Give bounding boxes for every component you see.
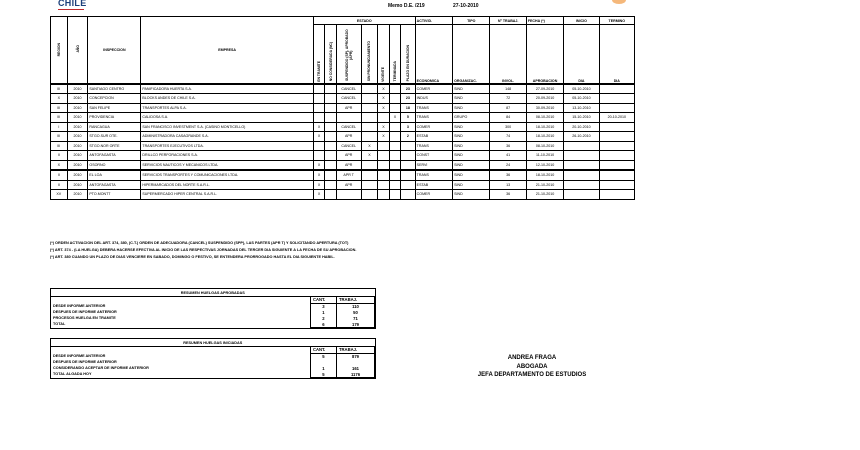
cell-inicio xyxy=(564,170,599,180)
cell-e5: X xyxy=(378,84,389,94)
summary-row: DESPUES DE INFORME ANTERIOR xyxy=(51,360,375,366)
summary-row: DESDE INFORME ANTERIOR 3 110 xyxy=(51,303,375,309)
logo-underline xyxy=(58,9,84,10)
cell-e3: APR xyxy=(336,160,361,170)
table-row xyxy=(51,190,635,200)
cell-inicio: 26-10-2010 xyxy=(564,132,599,142)
cell-e1: X xyxy=(313,170,324,180)
cell-trab: 36 xyxy=(490,190,526,200)
cell-e4: X xyxy=(361,151,378,161)
cell-empresa: TRANSPORTES ALPA S.A. xyxy=(141,103,313,113)
cell-inspeccion: EL LOA xyxy=(88,170,141,180)
cell-e1: X xyxy=(313,132,324,142)
cell-region: III xyxy=(51,113,68,123)
cell-e2 xyxy=(325,84,336,94)
cell-e4 xyxy=(361,160,378,170)
col-trabaj: TRABAJ. xyxy=(336,297,374,304)
cell-region: X xyxy=(51,94,68,104)
table-row xyxy=(51,113,635,123)
cell-fecha: 11-10-2010 xyxy=(526,151,563,161)
cell-e5 xyxy=(378,141,389,151)
summary-approved xyxy=(50,288,376,329)
footnote: (*) ART. 374 - (LA HUELGA) DEBERA HACERSE EFECTIVA AL INICIO DE LAS RESPECTIVAS JORNADAS DEL TERCER DIA SIGUIENTE A LA FECHA DE SU APROBACION. xyxy=(50,248,357,252)
table-row xyxy=(51,141,635,151)
cell-termino: 20-10-2010 xyxy=(599,113,634,123)
col-estado-1: NO CONSIDERADA (NC) xyxy=(325,25,336,84)
summary-row: CONSIDERANDO ACEPTAR DE INFORME ANTERIOR 1 161 xyxy=(51,365,375,371)
signer-role: ABOGADA xyxy=(516,363,548,370)
seal-icon xyxy=(612,0,626,4)
cell-e2 xyxy=(325,141,336,151)
cell-termino xyxy=(599,151,634,161)
cell-e4 xyxy=(361,170,378,180)
cell-fecha: 18-10-2010 xyxy=(526,132,563,142)
cell-tipo: SIND xyxy=(453,122,490,132)
cell-e6 xyxy=(389,122,400,132)
cell-e2 xyxy=(325,180,336,190)
cell-act: ESTAB xyxy=(415,180,452,190)
summary-row: DESDE INFORME ANTERIOR 5 879 xyxy=(51,353,375,359)
cell-termino xyxy=(599,170,634,180)
cell-termino xyxy=(599,122,634,132)
cell-fecha: 08-10-2010 xyxy=(526,141,563,151)
cell-act: SERVI xyxy=(415,160,452,170)
cell-e3: APR xyxy=(336,180,361,190)
cell-e5: X xyxy=(378,103,389,113)
col-actividad-top: ACTIVID. xyxy=(415,17,452,25)
cell-e1 xyxy=(313,141,324,151)
summary-started-title: RESUMEN HUELGAS INICIADAS xyxy=(51,339,375,347)
cell-ano: 2010 xyxy=(67,132,88,142)
government-logo xyxy=(58,0,87,8)
col-trabaj-top: Nº TRABAJ. xyxy=(490,17,526,25)
cell-e5: X xyxy=(378,94,389,104)
cell-e4 xyxy=(361,84,378,94)
cell-fecha: 18-10-2010 xyxy=(526,170,563,180)
signer-position: JEFA DEPARTAMENTO DE ESTUDIOS xyxy=(477,372,587,378)
cell-trab: 41 xyxy=(490,151,526,161)
col-group-estado: ESTADO xyxy=(313,17,415,25)
cell-e7: 5 xyxy=(401,113,416,123)
cell-e3: APR T xyxy=(336,170,361,180)
cell-fecha: 12-10-2010 xyxy=(526,160,563,170)
cell-inicio xyxy=(564,160,599,170)
cell-e7 xyxy=(401,180,416,190)
cell-ano: 2010 xyxy=(67,94,88,104)
cell-tipo: SIND xyxy=(453,190,490,200)
summary-row: PROCESOS HUELGA EN TRAMITE 2 71 xyxy=(51,315,375,321)
cell-termino xyxy=(599,103,634,113)
cell-e7 xyxy=(401,170,416,180)
cell-e4: X xyxy=(361,141,378,151)
cell-act: TRANS xyxy=(415,141,452,151)
cell-e3: APR xyxy=(336,132,361,142)
col-ano: AÑO xyxy=(67,17,88,84)
cell-e3: APR xyxy=(336,151,361,161)
cell-termino xyxy=(599,190,634,200)
cell-fecha: 08-10-2010 xyxy=(526,113,563,123)
cell-fecha: 27-09-2010 xyxy=(526,84,563,94)
cell-ano: 2010 xyxy=(67,180,88,190)
cell-e3: CANCEL xyxy=(336,141,361,151)
summary-row: TOTAL 6 179 xyxy=(51,321,375,327)
col-fecha-top: FECHA (*) xyxy=(526,17,563,25)
col-termino-bottom: DIA xyxy=(599,25,634,84)
cell-region: II xyxy=(51,170,68,180)
cell-e2 xyxy=(325,151,336,161)
cell-e7: 23 xyxy=(401,84,416,94)
cell-act: TRANS xyxy=(415,170,452,180)
cell-inicio: 05-10-2010 xyxy=(564,94,599,104)
cell-e7: 18 xyxy=(401,103,416,113)
cell-termino xyxy=(599,84,634,94)
footnote: (*) ORDEN ACTIVACION DEL ART. 374, 380, (C.T.) ORDEN DE ADECUADORA (CANCEL) SUSPENDIDO (SPP), LAS PARTES (APR T) Y SOLICITANDO APERTURA (TOT) xyxy=(50,241,349,245)
table-row xyxy=(51,122,635,132)
cell-e3: CANCEL xyxy=(336,94,361,104)
cell-trab: 24 xyxy=(490,160,526,170)
cell-inicio: 05-10-2010 xyxy=(564,84,599,94)
col-estado-2: SUSPENDIDO (SP), APROBADO (APR) xyxy=(336,25,361,84)
cell-e6 xyxy=(389,160,400,170)
cell-inicio xyxy=(564,190,599,200)
table-row xyxy=(51,84,635,94)
summary-approved-title: RESUMEN HUELGAS APROBADAS xyxy=(51,289,375,297)
cell-e7 xyxy=(401,190,416,200)
cell-empresa: CALIDOSA S.A. xyxy=(141,113,313,123)
cell-e2 xyxy=(325,103,336,113)
cell-empresa: PANIFICADORA HUERTA S.A. xyxy=(141,84,313,94)
cell-e2 xyxy=(325,122,336,132)
cell-e3: APR xyxy=(336,103,361,113)
col-estado-5: TERMINADA xyxy=(389,25,400,84)
memo-reference: Memo D.E. /219 xyxy=(388,3,425,9)
cell-tipo: SIND xyxy=(453,103,490,113)
cell-trab: 87 xyxy=(490,103,526,113)
cell-act: INDUS xyxy=(415,94,452,104)
col-cant: CANT. xyxy=(310,347,336,354)
cell-fecha: 20-09-2010 xyxy=(526,94,563,104)
cell-e5 xyxy=(378,170,389,180)
cell-e7 xyxy=(401,151,416,161)
cell-inicio xyxy=(564,180,599,190)
cell-e6 xyxy=(389,180,400,190)
col-inicio-top: INICIO xyxy=(564,17,599,25)
cell-termino xyxy=(599,94,634,104)
cell-e7: 3 xyxy=(401,122,416,132)
cell-empresa: SERVICIOS NAUTICOS Y MECANICOS LTDA. xyxy=(141,160,313,170)
cell-tipo: SIND xyxy=(453,132,490,142)
cell-e7 xyxy=(401,160,416,170)
col-inspeccion: INSPECCION xyxy=(88,17,141,84)
cell-e1 xyxy=(313,151,324,161)
cell-ano: 2010 xyxy=(67,160,88,170)
col-termino-top: TERMINO xyxy=(599,17,634,25)
cell-region: II xyxy=(51,180,68,190)
cell-e7: 2 xyxy=(401,132,416,142)
cell-inspeccion: PROVIDENCIA xyxy=(88,113,141,123)
table-row xyxy=(51,180,635,190)
cell-inspeccion: CONCEPCION xyxy=(88,94,141,104)
cell-ano: 2010 xyxy=(67,103,88,113)
cell-tipo: SIND xyxy=(453,160,490,170)
cell-inspeccion: STGO.NOR ORTE xyxy=(88,141,141,151)
cell-empresa: SERVICIOS TRANSPORTES Y COMUNICACIONES LTDA. xyxy=(141,170,313,180)
cell-tipo: SIND xyxy=(453,84,490,94)
summary-started xyxy=(50,338,376,379)
col-tipo-bottom: ORGANIZAC. xyxy=(453,25,490,84)
cell-region: III xyxy=(51,132,68,142)
cell-empresa: BLOCKS ANDES DE CHILE S.A. xyxy=(141,94,313,104)
cell-empresa: HIPERMARCADOS DEL NORTE S.A.R.L. xyxy=(141,180,313,190)
cell-inspeccion: PTO.MONTT xyxy=(88,190,141,200)
cell-trab: 13 xyxy=(490,180,526,190)
cell-inspeccion: SAN FELIPE xyxy=(88,103,141,113)
cell-ano: 2010 xyxy=(67,170,88,180)
cell-inicio xyxy=(564,141,599,151)
cell-e3: CANCEL xyxy=(336,122,361,132)
cell-inicio xyxy=(564,151,599,161)
col-fecha-bottom: APROBACION xyxy=(526,25,563,84)
cell-empresa: TRANSPORTES EJECUTIVOS LTDA. xyxy=(141,141,313,151)
cell-trab: 148 xyxy=(490,84,526,94)
cell-e2 xyxy=(325,94,336,104)
cell-e2 xyxy=(325,160,336,170)
cell-e5 xyxy=(378,180,389,190)
cell-ano: 2010 xyxy=(67,122,88,132)
cell-e5 xyxy=(378,151,389,161)
cell-region: XV xyxy=(51,190,68,200)
cell-ano: 2010 xyxy=(67,84,88,94)
cell-e5: X xyxy=(378,132,389,142)
cell-e4 xyxy=(361,113,378,123)
cell-e4 xyxy=(361,190,378,200)
cell-e5 xyxy=(378,113,389,123)
signer-name: ANDREA FRAGA xyxy=(507,355,557,361)
cell-region: III xyxy=(51,141,68,151)
cell-region: X xyxy=(51,160,68,170)
cell-e4 xyxy=(361,180,378,190)
cell-tipo: SIND xyxy=(453,151,490,161)
cell-e4 xyxy=(361,103,378,113)
cell-region: II xyxy=(51,151,68,161)
col-empresa: EMPRESA xyxy=(141,17,313,84)
cell-ano: 2010 xyxy=(67,190,88,200)
cell-e5: X xyxy=(378,122,389,132)
cell-fecha: 30-09-2010 xyxy=(526,103,563,113)
table-row xyxy=(51,170,635,180)
cell-e6 xyxy=(389,84,400,94)
col-trabaj-bottom: INVOL. xyxy=(490,25,526,84)
cell-act: ESTAB xyxy=(415,132,452,142)
cell-tipo: SIND xyxy=(453,170,490,180)
cell-trab: 36 xyxy=(490,170,526,180)
cell-act: COMER xyxy=(415,84,452,94)
cell-fecha: 21-10-2010 xyxy=(526,180,563,190)
cell-tipo: SIND xyxy=(453,94,490,104)
cell-inspeccion: STGO.SUR OTE. xyxy=(88,132,141,142)
cell-trab: 74 xyxy=(490,132,526,142)
cell-e2 xyxy=(325,113,336,123)
cell-e6 xyxy=(389,190,400,200)
cell-ano: 2010 xyxy=(67,151,88,161)
col-actividad-bottom: ECONOMICA xyxy=(415,25,452,84)
cell-ano: 2010 xyxy=(67,113,88,123)
cell-inspeccion: OSORNO xyxy=(88,160,141,170)
cell-ano: 2010 xyxy=(67,141,88,151)
cell-e6 xyxy=(389,132,400,142)
cell-fecha: 18-10-2010 xyxy=(526,122,563,132)
cell-tipo: SIND xyxy=(453,141,490,151)
cell-termino xyxy=(599,180,634,190)
cell-inicio: 15-10-2010 xyxy=(564,113,599,123)
cell-inicio: 13-10-2010 xyxy=(564,103,599,113)
document-date: 27-10-2010 xyxy=(453,3,479,9)
cell-e1: X xyxy=(313,190,324,200)
col-region: REGION xyxy=(51,17,68,84)
cell-e6: X xyxy=(389,113,400,123)
footnotes xyxy=(50,240,356,261)
cell-trab: 300 xyxy=(490,122,526,132)
col-tipo-top: TIPO xyxy=(453,17,490,25)
cell-e3 xyxy=(336,113,361,123)
cell-e5 xyxy=(378,160,389,170)
cell-empresa: DRILLCO PERFORACIONES S.A. xyxy=(141,151,313,161)
cell-empresa: SAN FRANCISCO INVESTMENT S.A. (CASINO MONTICELLO) xyxy=(141,122,313,132)
cell-inspeccion: ANTOFAGASTA xyxy=(88,180,141,190)
cell-trab: 84 xyxy=(490,113,526,123)
cell-act: TRANS xyxy=(415,103,452,113)
cell-region: I xyxy=(51,122,68,132)
cell-e1: X xyxy=(313,122,324,132)
cell-e7 xyxy=(401,141,416,151)
cell-termino xyxy=(599,132,634,142)
cell-empresa: SUPERMERCADO HIPER CENTRAL S.A.R.L. xyxy=(141,190,313,200)
cell-trab: 72 xyxy=(490,94,526,104)
cell-e6 xyxy=(389,141,400,151)
cell-e4 xyxy=(361,132,378,142)
cell-e4 xyxy=(361,94,378,104)
cell-e4 xyxy=(361,122,378,132)
logo-text: CHILE xyxy=(58,0,87,8)
cell-inicio: 20-10-2010 xyxy=(564,122,599,132)
col-estado-6: PLAZO EN DURACION xyxy=(401,25,416,84)
table-row xyxy=(51,132,635,142)
col-trabaj: TRABAJ. xyxy=(336,347,374,354)
cell-e3: CANCEL xyxy=(336,84,361,94)
cell-empresa: ADMINISTRADORA CASAGRANDE S.A. xyxy=(141,132,313,142)
cell-tipo: GRUPO xyxy=(453,113,490,123)
cell-e6 xyxy=(389,170,400,180)
cell-e6 xyxy=(389,94,400,104)
cell-inspeccion: SANTIAGO CENTRO xyxy=(88,84,141,94)
cell-region: III xyxy=(51,84,68,94)
col-estado-3: SIN PRONUNCIAMIENTO xyxy=(361,25,378,84)
cell-e1 xyxy=(313,84,324,94)
cell-tipo: SIND xyxy=(453,180,490,190)
cell-e1: X xyxy=(313,180,324,190)
footnote: (*) ART. 380 CUANDO UN PLAZO DE DIAS VENCIERE EN SABADO, DOMINGO O FESTIVO, SE ENTENDERA PRORROGADO HASTA EL DIA SIGUIENTE HABIL. xyxy=(50,255,335,259)
table-row xyxy=(51,151,635,161)
cell-e2 xyxy=(325,132,336,142)
summary-row: DESPUES DE INFORME ANTERIOR 1 50 xyxy=(51,310,375,316)
cell-e5 xyxy=(378,190,389,200)
cell-e2 xyxy=(325,170,336,180)
cell-fecha: 21-10-2010 xyxy=(526,190,563,200)
table-row xyxy=(51,94,635,104)
summary-row: TOTAL ALGADA HOY 5 1176 xyxy=(51,371,375,377)
cell-act: CONST xyxy=(415,151,452,161)
cell-e1 xyxy=(313,94,324,104)
cell-e1: X xyxy=(313,160,324,170)
col-cant: CANT. xyxy=(310,297,336,304)
cell-inspeccion: RANCAGUA xyxy=(88,122,141,132)
cell-act: TRANS xyxy=(415,113,452,123)
cell-e1 xyxy=(313,103,324,113)
signature-block xyxy=(452,354,612,380)
cell-act: COMER xyxy=(415,122,452,132)
cell-act: COMER xyxy=(415,190,452,200)
cell-e1 xyxy=(313,113,324,123)
cell-region: III xyxy=(51,103,68,113)
cell-termino xyxy=(599,160,634,170)
cell-e3 xyxy=(336,190,361,200)
cell-e6 xyxy=(389,151,400,161)
strikes-table xyxy=(50,16,635,200)
table-row xyxy=(51,160,635,170)
col-estado-0: EN TRAMITE xyxy=(313,25,324,84)
cell-termino xyxy=(599,141,634,151)
table-row xyxy=(51,103,635,113)
cell-trab: 36 xyxy=(490,141,526,151)
cell-inspeccion: ANTOFAGASTA xyxy=(88,151,141,161)
cell-e2 xyxy=(325,190,336,200)
col-estado-4: VIGENTE xyxy=(378,25,389,84)
cell-e7: 23 xyxy=(401,94,416,104)
col-inicio-bottom: DIA xyxy=(564,25,599,84)
cell-e6 xyxy=(389,103,400,113)
